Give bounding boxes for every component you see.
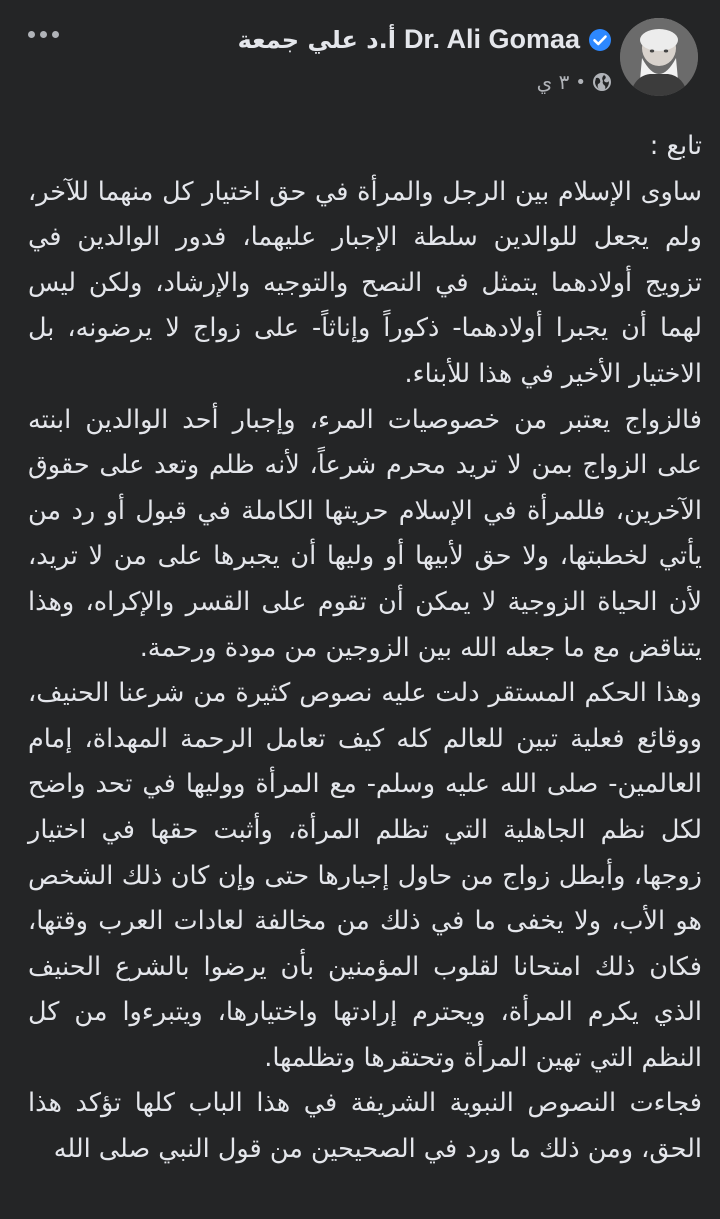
post-meta [537,70,612,94]
author-name-row[interactable] [238,24,612,55]
post-paragraph: فالزواج يعتبر من خصوصيات المرء، وإجبار أحد الوالدين ابنته على الزواج بمن لا تريد محرم شرعاً، لأنه ظلم وتعد على حقوق الآخرين، فللمرأة في الإسلام حريتها الكاملة في قبول أو رد من يأتي لخطبتها، ولا حق لأبيها أو وليها أن يجبرها على من لا تريد، لأن الحياة الزوجية لا يمكن أن تقوم على القسر والإكراه، وهذا يتناقض مع ما جعله الله بين الزوجين من مودة ورحمة. [28,404,702,663]
author-name-arabic[interactable]: أ.د علي جمعة [237,25,396,54]
post-paragraph: تابع : [649,131,702,161]
verified-badge-icon [588,28,612,52]
post-text [28,124,702,1173]
author-name-english[interactable]: Dr. Ali Gomaa [403,24,580,54]
post-paragraph: ساوى الإسلام بين الرجل والمرأة في حق اختيار كل منهما للآخر، ولم يجعل للوالدين سلطة الإجبار عليهما، فدور الوالدين في تزويج أولادهما يتمثل في النصح والتوجيه والإرشاد، ولكن ليس لهما أن يجبرا أولادهما- ذكوراً وإناثاً- على زواج لا يرضونه، بل الاختيار الأخير في هذا للأبناء. [28,176,702,389]
author-avatar[interactable] [620,18,698,96]
avatar-portrait-icon [620,18,698,96]
post-paragraph: فجاءت النصوص النبوية الشريفة في هذا الباب كلها تؤكد هذا الحق، ومن ذلك ما ورد في الصحيحين من قول النبي صلى الله [28,1088,702,1165]
post-header [0,0,720,110]
post-timestamp[interactable]: ٣ ي [536,70,570,94]
meta-separator: • [575,71,586,93]
post-paragraph: وهذا الحكم المستقر دلت عليه نصوص كثيرة من شرعنا الحنيف، ووقائع فعلية تبين للعالم كله كيف تعامل الرحمة المهداة، إمام العالمين- صلى الله عليه وسلم- مع المرأة ووليها في تحد واضح لكل نظم الجاهلية التي تظلم المرأة، وأثبت حقها في اختيار زوجها، وأبطل زواج من حاول إجبارها حتى وإن كان ذلك الشخص هو الأب، ولا يخفى ما في ذلك من مخالفة لعادات العرب وقتها، فكان ذلك امتحانا لقلوب المؤمنين بأن يرضوا بالشرع الحنيف الذي يكرم المرأة، ويحترم إرادتها واختيارها، ويتبرءوا من كل النظم التي تهين المرأة وتحتقرها وتظلمها. [28,678,702,1073]
globe-icon[interactable] [592,72,612,92]
more-options-icon[interactable] [28,28,64,40]
